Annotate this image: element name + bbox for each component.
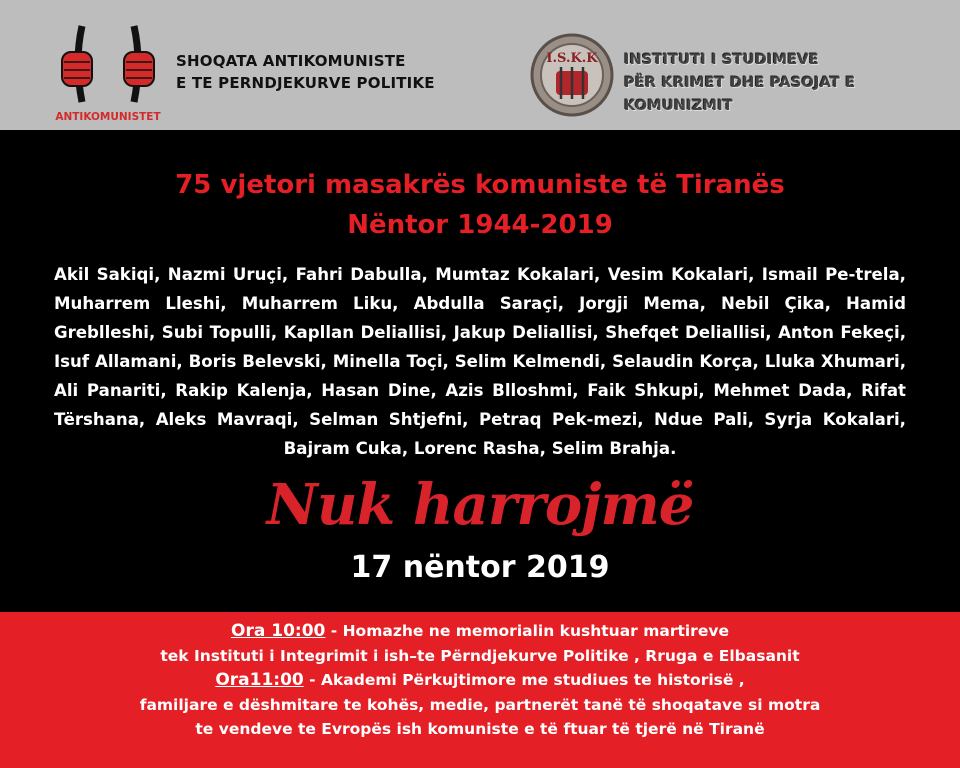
seal-caption: I.S.K.K [546, 51, 598, 66]
schedule-time-1: Ora 10:00 [231, 621, 326, 641]
schedule-desc-1a: - Homazhe ne memorialin kushtuar martireve [325, 622, 729, 640]
schedule-desc-2a: - Akademi Përkujtimore me studiues te historisë , [303, 671, 745, 689]
event-heading [0, 165, 960, 245]
left-org-name [176, 50, 435, 94]
institute-seal-icon [530, 33, 614, 117]
heading-line2: Nëntor 1944-2019 [347, 210, 613, 240]
left-org-line1: SHOQATA ANTIKOMUNISTE [176, 52, 406, 70]
left-org-line2: E TE PERNDJEKURVE POLITIKE [176, 74, 435, 92]
schedule-desc-2b: familjare e dëshmitare te kohës, medie, partnerët tanë të shoqatave si motra [139, 695, 821, 714]
right-org-line2: PËR KRIMET DHE PASOJAT E KOMUNIZMIT [624, 75, 856, 114]
schedule-desc-2c: te vendeve te Evropës ish komuniste e të ftuar të tjerë në Tiranë [195, 720, 765, 738]
schedule-time-2: Ora11:00 [215, 670, 304, 690]
slogan: Nuk harrojmë [266, 472, 694, 538]
right-org-line1: INSTITUTI I STUDIMEVE [624, 52, 819, 68]
prison-bars-fists-icon [52, 22, 164, 126]
victims-names: Akil Sakiqi, Nazmi Uruçi, Fahri Dabulla, Mumtaz Kokalari, Vesim Kokalari, Ismail Pe-trela, Muharrem Lleshi, Muharrem Liku, Abdulla Saraçi, Jorgji Mema, Nebil Çika, Hamid Greblleshi, Subi Topulli, Kapllan Deliallisi, Jakup Deliallisi, Shefqet Deliallisi, Anton Fekeçi, Isuf Allamani, Boris Belevski, Minella Toçi, Selim Kelmendi, Selaudin Korça, Lluka Xhumari, Ali Panariti, Rakip Kalenja, Hasan Dine, Azis Blloshmi, Faik Shkupi, Mehmet Dada, Rifat Tërshana, Aleks Mavraqi, Selman Shtjefni, Petraq Pek-mezi, Ndue Pali, Syrja Kokalari, Bajram Cuka, Lorenc Rasha, Selim Brahja. [54, 265, 906, 458]
iskk-seal [530, 33, 614, 117]
antikomunistet-logo [52, 22, 164, 126]
schedule-desc-1b: tek Instituti i Integrimit i ish–te Përndjekurve Politike , Rruga e Elbasanit [160, 646, 800, 665]
heading-line1: 75 vjetori masakrës komuniste të Tiranës [175, 170, 785, 200]
event-date: 17 nëntor 2019 [350, 550, 610, 585]
logo-caption: ANTIKOMUNISTET [55, 111, 161, 123]
schedule [0, 619, 960, 742]
right-org-name [624, 49, 960, 118]
schedule-item-1 [0, 619, 960, 644]
schedule-item-2 [0, 668, 960, 693]
